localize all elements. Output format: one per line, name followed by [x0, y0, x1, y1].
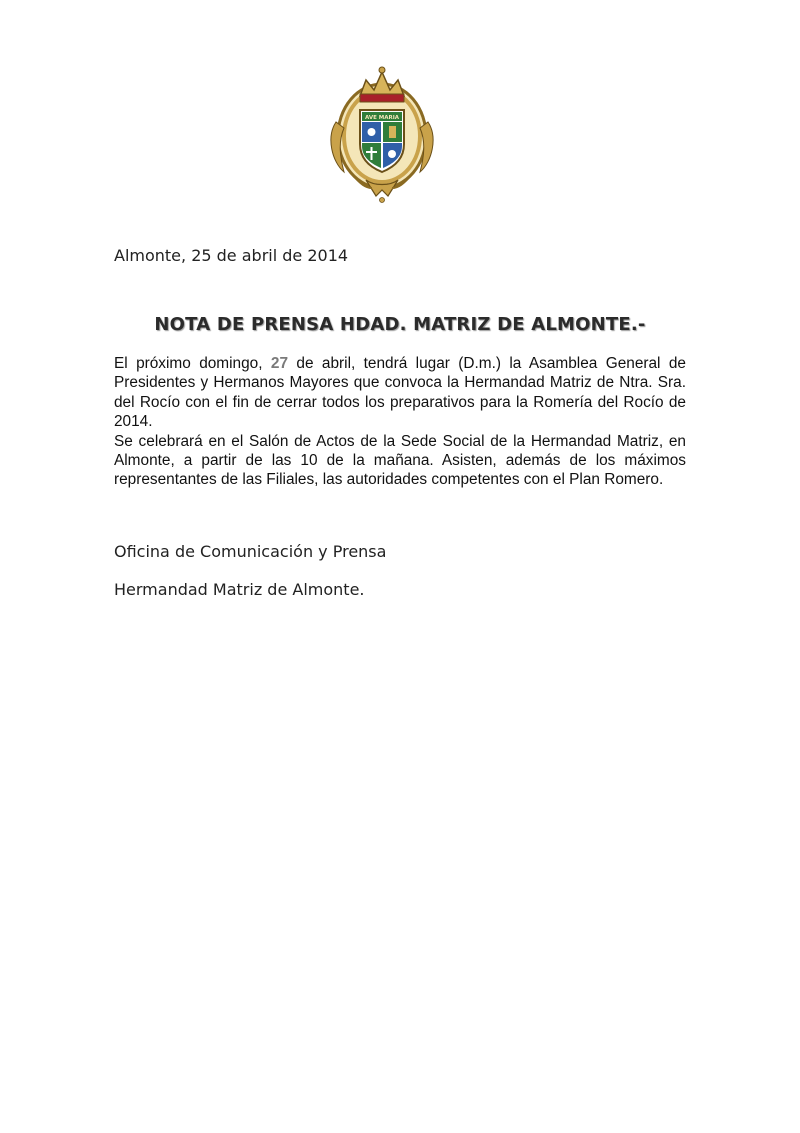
coat-of-arms-icon — [326, 62, 438, 204]
highlighted-day-number: 27 — [270, 355, 289, 372]
press-release-title: NOTA DE PRENSA HDAD. MATRIZ DE ALMONTE.- — [154, 314, 646, 335]
dateline: Almonte, 25 de abril de 2014 — [114, 246, 349, 265]
signature-office: Oficina de Comunicación y Prensa — [114, 542, 387, 561]
paragraph-1-rest: de abril, tendrá lugar (D.m.) la Asamblea General de Presidentes y Hermanos Mayores que convoca la Hermandad Matriz de Ntra. Sra. del Rocío con el fin de cerrar todos los preparativos para la Romería del Rocío de 2014. — [114, 355, 686, 431]
signature-organization: Hermandad Matriz de Almonte. — [114, 580, 365, 599]
crest-inscription: AVE MARIA — [364, 115, 400, 121]
press-release-body — [114, 354, 686, 490]
paragraph-1-intro: El próximo domingo, — [114, 355, 271, 372]
body-paragraph-1 — [114, 354, 686, 432]
body-paragraph-2: Se celebrará en el Salón de Actos de la Sede Social de la Hermandad Matriz, en Almonte, a partir de las 10 de la mañana. Asisten, además de los máximos representantes de las Filiales, las autoridades competentes con el Plan Romero. — [114, 432, 686, 489]
